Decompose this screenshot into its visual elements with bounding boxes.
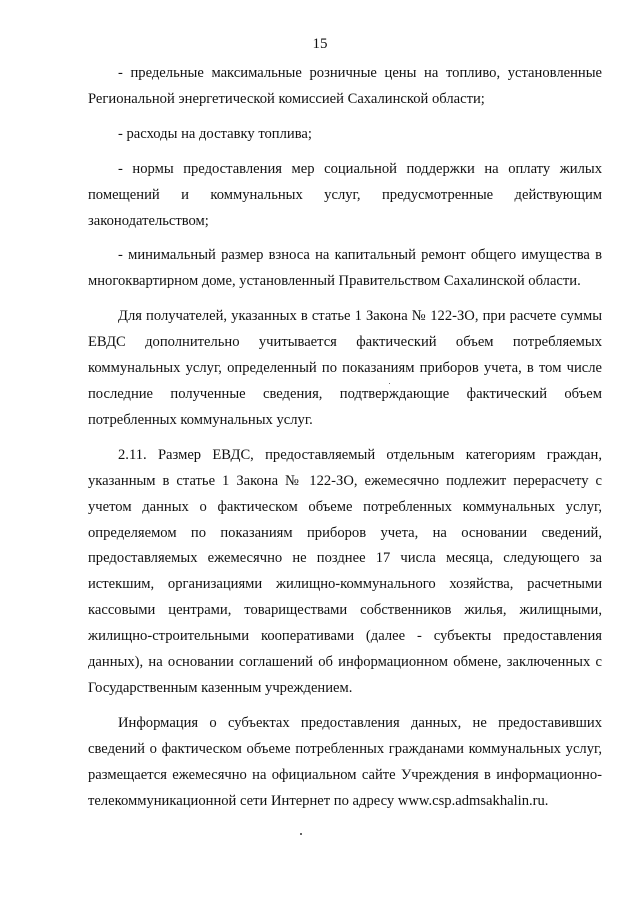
paragraph-fuel-prices: - предельные максимальные розничные цены на топливо, установленные Региональной энергетической комиссией Сахалинской области; — [88, 65, 602, 107]
paragraph-information: Информация о субъектах предоставления данных, не предоставивших сведений о фактическом объеме потребленных гражданами коммунальных услуг, размещается ежемесячно на официальном сайте Учреждения в информационно-телекоммуникационной сети Интернет по адресу www.csp.admsakhalin.ru. — [88, 714, 602, 809]
paragraph-delivery-costs: - расходы на доставку топлива; — [118, 125, 312, 142]
scan-speck — [389, 383, 390, 384]
paragraph-section-2-11: 2.11. Размер ЕВДС, предоставляемый отдельным категориям граждан, указанным в статье 1 Закона № 122-ЗО, ежемесячно подлежит перерасчету с учетом данных о фактическом объеме потребленных коммунальных услуг, определяемом по показаниям приборов учета, на основании сведений, предоставляемых ежемесячно не позднее 17 числа месяца, следующего за истекшим, организациями жилищно-коммунального хозяйства, расчетными кассовыми центрами, товариществами собственников жилья, жилищными, жилищно-строительными кооперативами (далее - субъекты предоставления данных), на основании соглашений об информационном обмене, заключенных с Государственным казенным учреждением. — [88, 446, 602, 696]
document-body — [88, 61, 602, 814]
paragraph-capital-repair: - минимальный размер взноса на капитальный ремонт общего имущества в многоквартирном доме, установленный Правительством Сахалинской области. — [88, 247, 602, 290]
page-number: 15 — [312, 36, 328, 52]
paragraph-recipients: Для получателей, указанных в статье 1 Закона № 122-ЗО, при расчете суммы ЕВДС дополнительно учитывается фактический объем потребляемых коммунальных услуг, определенный по показаниям приборов учета, в том числе последние полученные сведения, подтверждающие фактический объем потребленных коммунальных услуг. — [88, 308, 602, 428]
paragraph-support-norms: - нормы предоставления мер социальной поддержки на оплату жилых помещений и коммунальных услуг, предусмотренные действующим законодательством; — [88, 160, 602, 229]
scan-speck — [300, 833, 302, 835]
